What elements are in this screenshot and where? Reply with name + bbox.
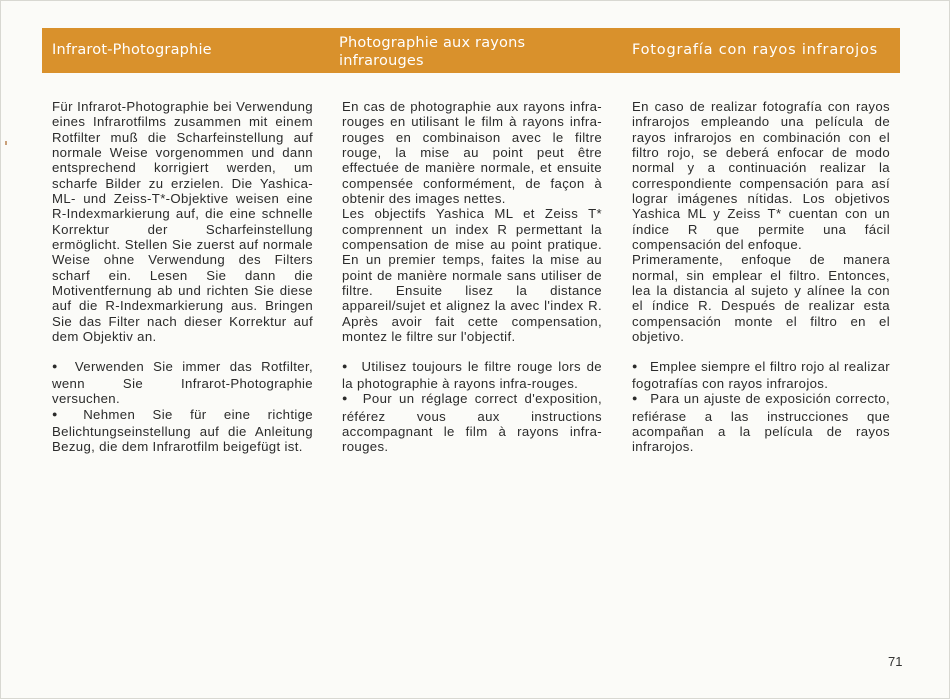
spanish-column [632, 99, 890, 455]
spanish-bullet-1: ● Emplee siempre el filtro rojo al realizar fogotrafías con rayos infrarojos. [632, 359, 890, 392]
german-bullet-2: ● Nehmen Sie für eine richtige Belichtungseinstellung auf die Anleitung Bezug, die dem Infrarotfilm beigefügt ist. [52, 407, 313, 455]
print-speck [5, 141, 7, 145]
section-header-bar [42, 28, 900, 73]
french-section-title-line2: infrarouges [339, 53, 424, 69]
french-bullet-1: ● Utilisez toujours le filtre rouge lors de la photographie à rayons infra-rouges. [342, 359, 602, 392]
german-paragraph: Für Infrarot-Photographie bei Verwendung eines Infrarotfilms zusammen mit einem Rotfilter muß die Scharfeinstellung auf normale Weise vorgenommen und dann entsprechend korrigiert werden, um scharfe Bilder zu erzielen. Die Yashica-ML- und Zeiss-T*-Objektive weisen eine R-Indexmarkierung auf, die eine schnelle Korrektur der Scharfeinstellung ermöglicht. Stellen Sie zuerst auf normale Weise ohne Verwendung des Filters scharf ein. Lesen Sie dann die Motiventfernung ab und richten Sie diese auf die R-Indexmarkierung aus. Bringen Sie das Filter nach dieser Korrektur auf dem Objektiv an. [52, 99, 313, 345]
french-bullet-2: ● Pour un réglage correct d'exposition, référez vous aux instructions accompagnant le film à rayons infra-rouges. [342, 391, 602, 454]
page-number: 71 [888, 654, 903, 669]
french-column [342, 99, 602, 455]
spanish-paragraph-2: Primeramente, enfoque de manera normal, sin emplear el filtro. Entonces, lea la distancia al sujeto y alínee la con el índice R. Después de realizar esta compensación monte el filtro en el objetivo. [632, 252, 890, 345]
german-bullet-1: ● Verwenden Sie immer das Rotfilter, wenn Sie Infrarot-Photographie versuchen. [52, 359, 313, 407]
french-paragraph-1: En cas de photographie aux rayons infra-rouges en utilisant le film à rayons infra-rouges en combinaison avec le filtre rouge, la mise au point peut être effectuée de manière normale, et ensuite compensée conformément, de façon à obtenir des images nettes. [342, 99, 602, 207]
spanish-section-title: Fotografía con rayos infrarojos [632, 42, 878, 58]
french-section-title-line1: Photographie aux rayons [339, 35, 526, 51]
spanish-bullet-2: ● Para un ajuste de exposición correcto, refiérase a las instrucciones que acompañan a la película de rayos infrarojos. [632, 391, 890, 454]
french-paragraph-2: Les objectifs Yashica ML et Zeiss T* comprennent un index R permettant la compensation de mise au point pratique. En un premier temps, faites la mise au point de manière normale sans utiliser de filtre. Ensuite lisez la distance appareil/sujet et alignez la avec l'index R. Après avoir fait cette compensation, montez le filtre sur l'objectif. [342, 206, 602, 345]
spanish-paragraph-1: En caso de realizar fotografía con rayos infrarojos empleando una película de rayos infrarojos en combinación con el filtro rojo, se deberá enfocar de modo normal y a continuación realizar la correspondiente compensación para así lograr imágenes nítidas. Los objetivos Yashica ML y Zeiss T* cuentan con un índice R que permite una fácil compensación del enfoque. [632, 99, 890, 253]
german-column [52, 99, 313, 455]
german-section-title: Infrarot-Photographie [52, 42, 212, 58]
